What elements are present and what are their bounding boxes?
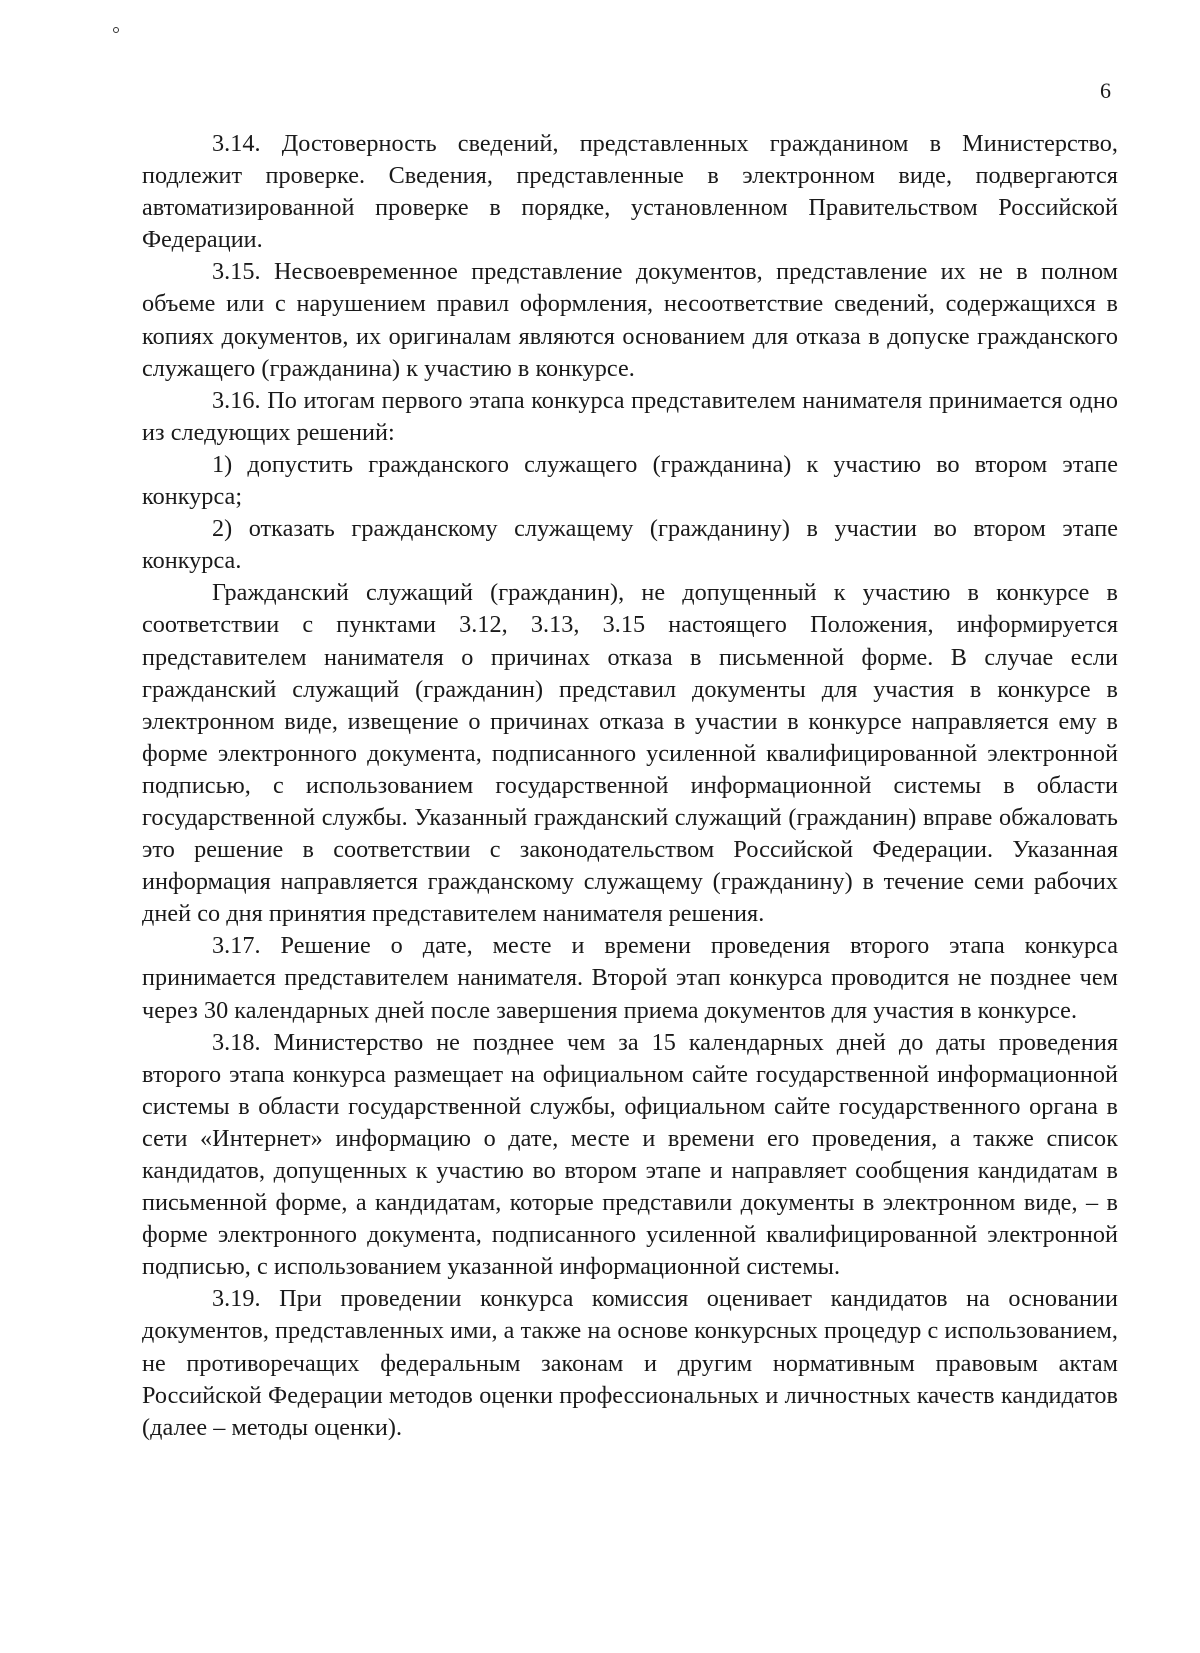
paragraph-refusal-notice: Гражданский служащий (гражданин), не допущенный к участию в конкурсе в соответствии с пунктами 3.12, 3.13, 3.15 настоящего Положения, информируется представителем нанимателя о причинах отказа в письменной форме. В случае если гражданский служащий (гражданин) представил документы для участия в конкурсе в электронном виде, извещение о причинах отказа в участии в конкурсе направляется ему в форме электронного документа, подписанного усиленной квалифицированной электронной подписью, с использованием государственной информационной системы в области государственной службы. Указанный гражданский служащий (гражданин) вправе обжаловать это решение в соответствии с законодательством Российской Федерации. Указанная информация направляется гражданскому служащему (гражданину) в течение семи рабочих дней со дня принятия представителем нанимателя решения. — [142, 579, 1118, 928]
paragraph-3-15: 3.15. Несвоевременное представление документов, представление их не в полном объеме или с нарушением правил оформления, несоответствие сведений, содержащихся в копиях документов, их оригиналам являются основанием для отказа в допуске гражданского служащего (гражданина) к участию в конкурсе. — [142, 258, 1118, 382]
scan-dot-mark — [113, 27, 119, 33]
paragraph-3-16: 3.16. По итогам первого этапа конкурса представителем нанимателя принимается одно из следующих решений: — [142, 386, 1118, 446]
document-body — [142, 128, 1118, 1444]
paragraph-3-16-item-1: 1) допустить гражданского служащего (гражданина) к участию во втором этапе конкурса; — [142, 450, 1118, 511]
paragraph-3-19: 3.19. При проведении конкурса комиссия оценивает кандидатов на основании документов, представленных ими, а также на основе конкурсных процедур с использованием, не противоречащих федеральным законам и другим нормативным правовым актам Российской Федерации методов оценки профессиональных и личностных качеств кандидатов (далее – методы оценки). — [142, 1285, 1118, 1441]
paragraph-3-16-item-2: 2) отказать гражданскому служащему (гражданину) в участии во втором этапе конкурса. — [142, 515, 1118, 575]
paragraph-3-18: 3.18. Министерство не позднее чем за 15 календарных дней до даты проведения второго этапа конкурса размещает на официальном сайте государственной информационной системы в области государственной службы, официальном сайте государственного органа в сети «Интернет» информацию о дате, месте и времени его проведения, а также список кандидатов, допущенных к участию во втором этапе и направляет сообщения кандидатам в письменной форме, а кандидатам, которые представили документы в электронном виде, – в форме электронного документа, подписанного усиленной квалифицированной электронной подписью, с использованием указанной информационной системы. — [142, 1028, 1118, 1281]
paragraph-3-17: 3.17. Решение о дате, месте и времени проведения второго этапа конкурса принимается представителем нанимателя. Второй этап конкурса проводится не позднее чем через 30 календарных дней после завершения приема документов для участия в конкурсе. — [142, 932, 1118, 1024]
paragraph-3-14: 3.14. Достоверность сведений, представленных гражданином в Министерство, подлежит проверке. Сведения, представленные в электронном виде, подвергаются автоматизированной проверке в порядке, установленном Правительством Российской Федерации. — [142, 130, 1118, 254]
page-number: 6 — [1100, 78, 1111, 103]
